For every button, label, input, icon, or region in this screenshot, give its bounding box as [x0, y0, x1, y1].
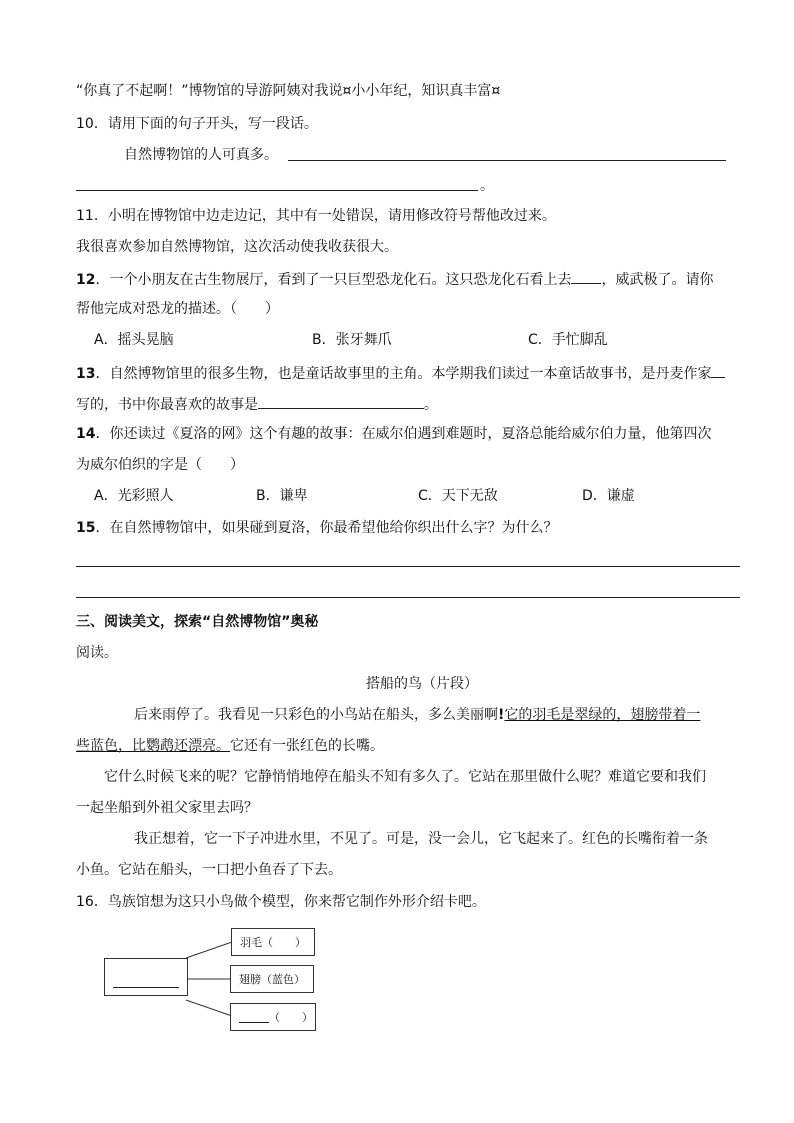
passage-text: !	[498, 707, 505, 723]
option-c: C．手忙脚乱	[528, 332, 608, 348]
feather-box: 羽毛（ ）	[231, 928, 315, 956]
underlined-sentence: 些蓝色，比鹦鹉还漂亮。	[76, 738, 230, 754]
question-text: ．一个小朋友在古生物展厅，看到了一只巨型恐龙化石。这只恐龙化石看上去	[95, 272, 572, 288]
option-a: A．光彩照人	[94, 488, 174, 504]
wing-box: 翅膀（蓝色）	[230, 965, 314, 993]
question-number: 13	[76, 366, 96, 382]
passage-text: 后来雨停了。我看见一只彩色的小鸟站在船头，多么美丽啊	[134, 707, 498, 723]
question-10-sentence-start: 自然博物馆的人可真多。	[124, 147, 278, 163]
question-14-cont: 为威尔伯织的字是（ ）	[76, 457, 244, 473]
period-mark: 。	[480, 178, 494, 194]
question-11-sentence: 我很喜欢参加自然博物馆，这次活动使我收获很大。	[76, 239, 398, 255]
question-10: 10．请用下面的句子开头，写一段话。	[76, 116, 318, 132]
question-number: 15	[76, 520, 96, 536]
option-d: D．谦虚	[582, 488, 635, 504]
passage-para-2-cont: 一起坐船到外祖父家里去吗？	[76, 800, 258, 816]
question-12-cont: 帮他完成对恐龙的描述。（ ）	[76, 301, 279, 317]
question-text: ．自然博物馆里的很多生物，也是童话故事里的主角。本学期我们读过一本童话故事书，是丹麦作家	[95, 366, 712, 382]
question-text: ．在自然博物馆中，如果碰到夏洛，你最希望他给你织出什么字？为什么？	[95, 520, 558, 536]
question-number: 14	[76, 426, 96, 442]
question-16: 16．鸟族馆想为这只小鸟做个模型，你来帮它制作外形介绍卡吧。	[76, 894, 486, 910]
quote-line: “你真了不起啊！”博物馆的导游阿姨对我说¤小小年纪，知识真丰富¤	[76, 83, 501, 99]
passage-text: 它还有一张红色的长嘴。	[230, 738, 384, 754]
read-instruction: 阅读。	[76, 645, 118, 661]
answer-blank[interactable]	[239, 1011, 269, 1023]
question-text: 写的，书中你最喜欢的故事是	[76, 397, 258, 413]
question-text: 。	[424, 397, 438, 413]
passage-para-2: 它什么时候飞来的呢？它静悄悄地停在船头不知有多久了。它站在那里做什么呢？难道它要和我们	[104, 769, 706, 785]
section-3-heading: 三、阅读美文，探索“自然博物馆”奥秘	[76, 614, 319, 630]
option-b: B．谦卑	[256, 488, 308, 504]
option-a: A．摇头晃脑	[94, 332, 174, 348]
box-label: （ ）	[269, 1011, 313, 1024]
passage-para-3-cont: 小鱼。它站在船头，一口把小鱼吞了下去。	[76, 862, 342, 878]
question-text: ．你还读过《夏洛的网》这个有趣的故事：在威尔伯遇到难题时，夏洛总能给威尔伯力量，他第四次	[95, 426, 712, 442]
answer-blank[interactable]	[113, 986, 179, 988]
option-b: B．张牙舞爪	[312, 332, 392, 348]
blank-feature-box	[230, 1003, 316, 1031]
passage-title: 搭船的鸟（片段）	[366, 676, 478, 692]
underlined-sentence: 它的羽毛是翠绿的，翅膀带着一	[504, 707, 701, 723]
question-text: ，威武极了。请你	[601, 272, 714, 288]
question-number: 12	[76, 272, 96, 288]
passage-para-3: 我正想着，它一下子冲进水里，不见了。可是，没一会儿，它飞起来了。红色的长嘴衔着一条	[134, 831, 708, 847]
bird-name-box	[104, 958, 188, 996]
option-c: C．天下无敌	[418, 488, 498, 504]
question-11: 11．小明在博物馆中边走边记，其中有一处错误，请用修改符号帮他改过来。	[76, 208, 556, 224]
